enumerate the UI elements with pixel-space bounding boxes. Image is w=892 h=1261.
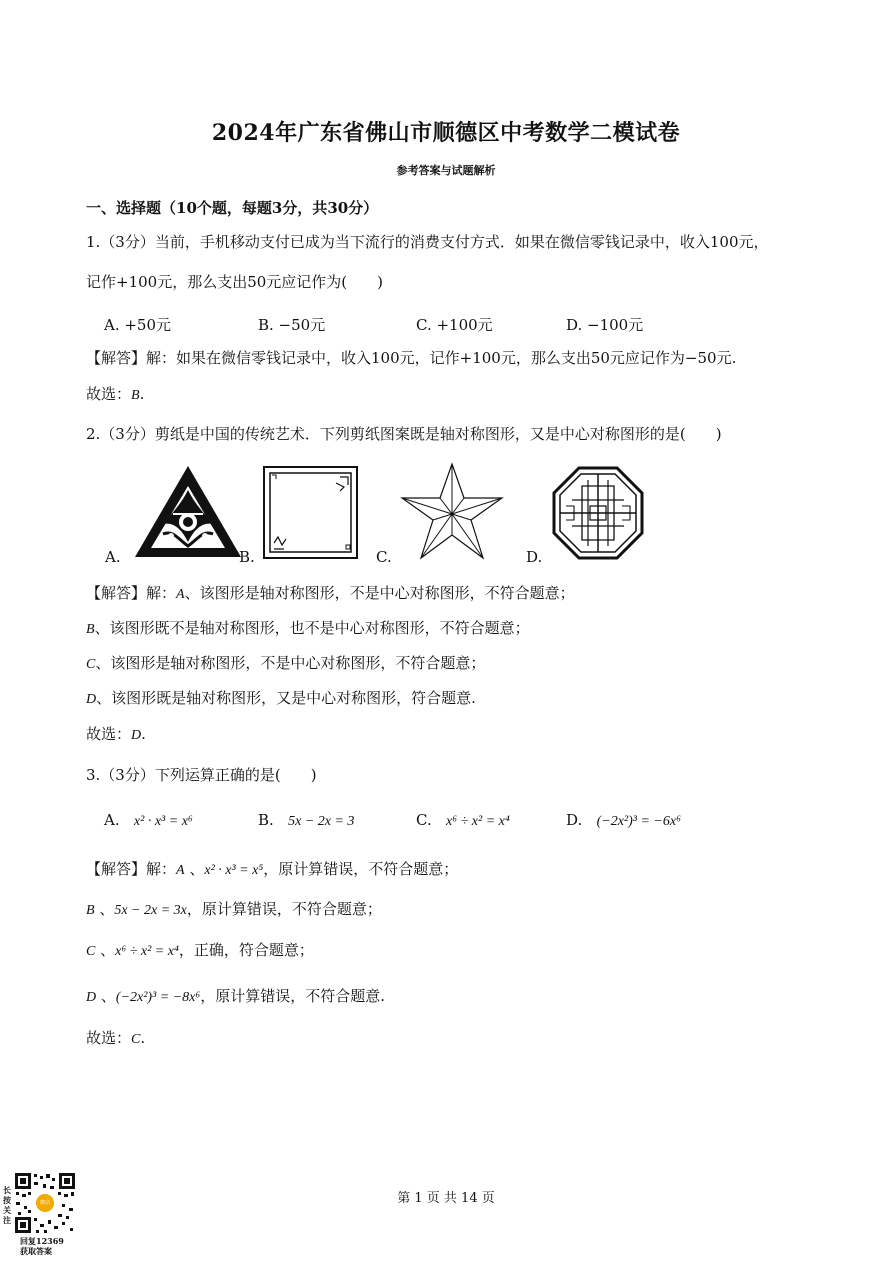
- q3-option-a-label: A.: [104, 811, 120, 829]
- qr-badge: 微信: [39, 1200, 50, 1206]
- q1-answer: 【解答】解：如果在微信零钱记录中，收入100元，记作+100元，那么支出50元应记作为−50元.: [86, 349, 737, 367]
- q3-choice: [86, 1027, 145, 1048]
- q3-option-c: [416, 811, 510, 830]
- page-title: 2024年广东省佛山市顺德区中考数学二模试卷: [211, 120, 681, 146]
- qr-side-text: 长按关注: [3, 1185, 11, 1225]
- q2-stem: 2.（3分）剪纸是中国的传统艺术．下列剪纸图案既是轴对称图形，又是中心对称图形的是( ): [86, 425, 722, 443]
- q1-choice-end: .: [139, 385, 145, 403]
- q2-answer-d-text: 、该图形既是轴对称图形，又是中心对称图形，符合题意.: [96, 689, 476, 707]
- qr-caption-line2: 获取答案: [20, 1246, 52, 1256]
- q1-option-c: C. +100元: [416, 316, 493, 334]
- q3-answer-b-text: ，原计算错误，不符合题意；: [186, 900, 382, 918]
- q1-choice: [86, 383, 144, 404]
- q1-choice-letter: B: [131, 388, 140, 403]
- q1-option-b: B. −50元: [258, 316, 326, 334]
- q2-figure-b-square-frame: [262, 465, 359, 560]
- q3-choice-letter: C: [131, 1032, 141, 1047]
- q2-answer-c: [86, 652, 485, 673]
- q3-option-d-math: (−2x²)³ = −6x⁶: [596, 814, 681, 829]
- q3-answer-b-letter: B: [86, 903, 95, 918]
- q3-answer-c-math: x⁶ ÷ x² = x⁴: [115, 944, 179, 959]
- page-subtitle: 参考答案与试题解析: [396, 164, 496, 177]
- q2-choice-letter: D: [131, 728, 142, 743]
- qr-caption-line1: 回复12369: [20, 1236, 64, 1246]
- q1-stem-line2: 记作+100元，那么支出50元应记作为( ): [86, 273, 383, 291]
- q1-stem-line1: 1.（3分）当前，手机移动支付已成为当下流行的消费支付方式．如果在微信零钱记录中，收入100元，: [86, 233, 769, 251]
- q2-choice-end: .: [141, 725, 146, 743]
- q3-answer-c: C 、x⁶ ÷ x² = x⁴，正确，符合题意；: [86, 941, 314, 959]
- q3-answer-a-text: ，原计算错误，不符合题意；: [263, 860, 459, 878]
- q2-answer-d: [86, 687, 476, 708]
- q3-option-c-label: C.: [416, 811, 432, 829]
- q2-figure-a-triangle-papercut: [133, 464, 243, 559]
- q3-stem: 3.（3分）下列运算正确的是( ): [86, 766, 317, 784]
- q3-option-c-math: x⁶ ÷ x² = x⁴: [446, 814, 510, 829]
- q1-choice-prefix: 故选：: [86, 385, 132, 403]
- q3-answer-c-text: ，正确，符合题意；: [178, 941, 314, 959]
- q3-answer-b-math: 5x − 2x = 3x: [114, 903, 187, 918]
- q3-answer-c-letter: C: [86, 944, 96, 959]
- page-footer: 第 1 页 共 14 页: [397, 1191, 495, 1206]
- q2-figure-c-star: [400, 462, 504, 560]
- q3-answer-d-math: (−2x²)³ = −8x⁶: [115, 990, 201, 1005]
- section-heading: 一、选择题（10个题，每题3分，共30分）: [86, 199, 379, 217]
- q2-option-a: A.: [105, 548, 121, 566]
- q2-answer-d-letter: D: [86, 692, 97, 707]
- q2-choice: [86, 723, 146, 744]
- q2-answer-a-text: 、该图形是轴对称图形，不是中心对称图形，不符合题意；: [184, 584, 575, 602]
- q2-answer-c-letter: C: [86, 657, 96, 672]
- q2-choice-prefix: 故选：: [86, 725, 132, 743]
- q3-option-a: [104, 811, 193, 830]
- q3-option-b-math: 5x − 2x = 3: [288, 814, 355, 829]
- q2-answer-b-text: 、该图形既不是轴对称图形，也不是中心对称图形，不符合题意；: [94, 619, 530, 637]
- q3-answer-d-text: ，原计算错误，不符合题意.: [200, 987, 386, 1005]
- q2-answer-c-text: 、该图形是轴对称图形，不是中心对称图形，不符合题意；: [95, 654, 486, 672]
- q3-answer-a-math: x² · x³ = x⁵: [204, 863, 264, 878]
- q3-answer-b: B 、5x − 2x = 3x，原计算错误，不符合题意；: [86, 900, 382, 918]
- q3-choice-prefix: 故选：: [86, 1029, 132, 1047]
- q3-option-d: [566, 811, 681, 830]
- q2-option-b: B.: [239, 548, 255, 566]
- q3-option-b-label: B.: [258, 811, 274, 829]
- q3-answer-d-letter: D: [86, 990, 97, 1005]
- q2-option-d: D.: [526, 548, 543, 566]
- q3-answer-d: D 、(−2x²)³ = −8x⁶，原计算错误，不符合题意.: [86, 987, 386, 1005]
- q3-answer-prefix: 【解答】解：: [86, 860, 177, 878]
- q3-option-b: [258, 811, 354, 830]
- q1-option-a: A. +50元: [104, 316, 172, 334]
- q2-figure-d-octagon-lattice: [552, 466, 644, 560]
- q3-option-a-math: x² · x³ = x⁶: [133, 814, 193, 829]
- q2-answer-prefix: 【解答】解：: [86, 584, 177, 602]
- q3-option-d-label: D.: [566, 811, 583, 829]
- q2-answer-b: [86, 617, 530, 638]
- q2-answer-b-letter: B: [86, 622, 95, 637]
- q3-answer-a-letter: A: [176, 863, 185, 878]
- q3-choice-end: .: [140, 1029, 146, 1047]
- qr-caption: [20, 1236, 64, 1256]
- q2-option-c: C.: [376, 548, 392, 566]
- q1-option-d: D. −100元: [566, 316, 644, 334]
- q2-answer-a-letter: A: [176, 587, 185, 602]
- q3-answer-a: 【解答】解：A 、x² · x³ = x⁵，原计算错误，不符合题意；: [86, 860, 459, 878]
- q2-answer-a: [86, 582, 575, 603]
